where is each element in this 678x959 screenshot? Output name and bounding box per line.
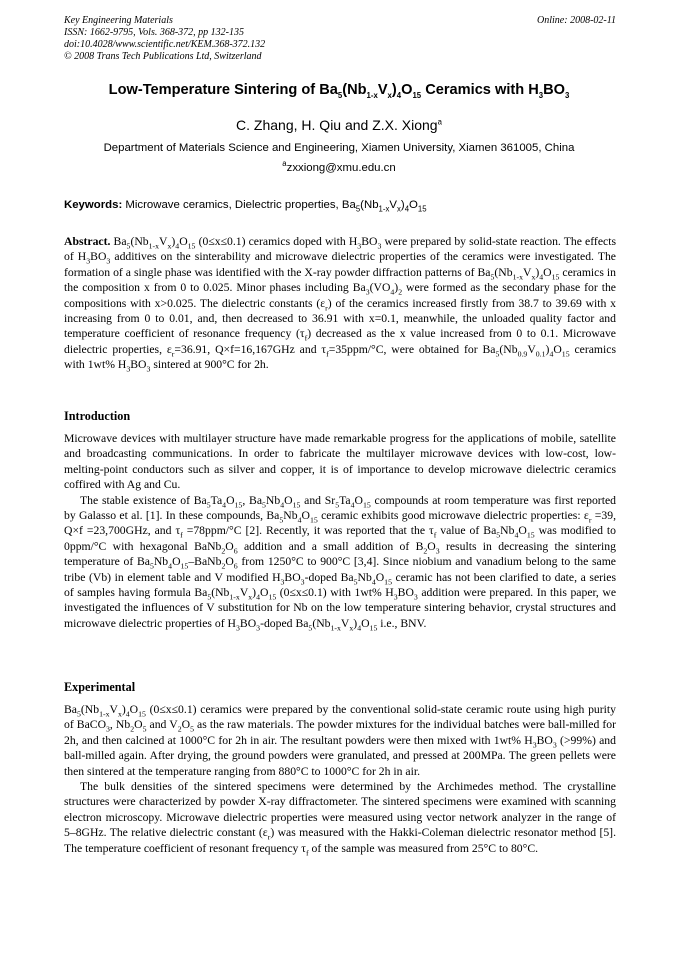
email-mark: a — [282, 159, 287, 169]
introduction-heading: Introduction — [64, 409, 131, 423]
keywords-label: Keywords: — [64, 199, 123, 211]
abstract-text: $Ba_5(Nb_{1-x}V_x)_4O_{15}$ (0≤x≤0.1) ceramics doped with $H_3BO_3$ were prepared by solid-state reaction. The effects of $H_3BO_3$ additives on the sinterability and microwave dielectric properties of the ceramics were investigated. The formation of a single phase was identified with the X-ray powder diffraction patterns of $Ba_5(Nb_{1-x}V_x)_4O_{15}$ ceramics in the composition x from 0 to 0.025. Minor phases including $Ba_3(VO_4)_2$ were formed as the secondary phase for the compositions with x>0.025. The dielectric constants $(\varepsilon_r)$ of the ceramics increased firstly from 38.7 to 39.69 with x increasing from 0 to 0.01, and, then decreased to 36.91 with x=0.1, meanwhile, the unloaded quality factor and temperature coefficient of resonance frequency $(\tau_f)$ decreased as the x value increased from 0 to 0.1. Microwave dielectric properties, $\varepsilon_r=36.91$, Q×f=16,167GHz and $\tau_f=35ppm/^\circ C$, were obtained for $Ba_5(Nb_{0.9}V_{0.1})_4O_{15}$ ceramics with 1wt% $H_3BO_3$ sintered at 900°C for 2h. — [64, 235, 616, 374]
keywords-line — [64, 197, 616, 213]
issn-line: ISSN: 1662-9795, Vols. 368-372, pp 132-135 — [64, 27, 244, 38]
journal-name: Key Engineering Materials — [64, 15, 173, 26]
authors — [40, 116, 638, 134]
copyright-line: © 2008 Trans Tech Publications Ltd, Switzerland — [64, 51, 262, 62]
email-address: zxxiong@xmu.edu.cn — [286, 162, 396, 174]
author-affiliation-mark: a — [437, 117, 442, 127]
introduction-paragraph-2: The stable existence of $Ba_5Ta_4O_{15}$, $Ba_5Nb_4O_{15}$ and $Sr_5Ta_4O_{15}$ compounds at room temperature was first reported by Galasso et al. [1]. In these compounds, $Ba_5Nb_4O_{15}$ ceramic exhibits good microwave dielectric properties: $\varepsilon_r =39$, Q×f =23,700GHz, and $\tau_f =78ppm/^\circ C$ [2]. Recently, it was reported that the $\tau_f$ value of $Ba_5Nb_4O_{15}$ was modified to 0ppm/°C with hexagonal $BaNb_2O_6$ addition and a small addition of $B_2O_3$ results in decreasing the sintering temperature of $Ba_5Nb_4O_{15}-BaNb_2O_6$ from 1250°C to 900°C [3,4]. Since niobium and vanadium belong to the same tribe (Vb) in element table and V modified $H_3BO_3$-doped $Ba_5Nb_4O_{15}$ ceramic has not been clarified to date, a series of samples having formula $Ba_5(Nb_{1-x}V_x)_4O_{15}$ (0≤x≤0.1) with 1wt% $H_3BO_3$ addition were prepared. In this paper, we investigated the influences of V substitution for Nb on the low temperature sintering behavior, crystal structures and microwave dielectric properties of $H_3BO_3$-doped $Ba_5(Nb_{1-x}V_x)_4O_{15}$ i.e., BNV. — [64, 493, 617, 633]
experimental-heading: Experimental — [64, 680, 136, 694]
experimental-paragraph-2: The bulk densities of the sintered specimens were determined by the Archimedes method. The crystalline structures were characterized by powder X-ray diffractometer. The sintered specimens were examined with scanning electron microscopy. Microwave dielectric properties were measured using vector network analyzer in the range of 5–8GHz. The relative dielectric constant $(\varepsilon_r)$ was measured with the Hakki-Coleman dielectric resonator method [5]. The temperature coefficient of resonant frequency $\tau_f$ of the sample was measured from 25°C to 80°C. — [64, 780, 616, 857]
email-line — [40, 160, 638, 176]
introduction-section — [64, 431, 616, 631]
doi-line: doi:10.4028/www.scientific.net/KEM.368-372.132 — [64, 39, 266, 50]
keywords-text: Microwave ceramics, Dielectric properties, $Ba_5(Nb_{1-x}V_x)_4O_{15}$ — [125, 199, 427, 214]
experimental-section — [64, 702, 616, 856]
abstract-label: Abstract. — [64, 235, 111, 248]
paper-title: Low-Temperature Sintering of $Ba_5(Nb_{1-x}V_x)_4O_{15}$ Ceramics with $H_3BO_3$ — [108, 82, 570, 100]
online-date: Online: 2008-02-11 — [537, 15, 616, 26]
experimental-paragraph-1: $Ba_5(Nb_{1-x}V_x)_4O_{15}$ (0≤x≤0.1) ceramics were prepared by the conventional solid-state ceramic route using high purity of BaCO$_3$, $Nb_2O_5$ and $V_2O_5$ as the raw materials. The powder mixtures for the individual batches were ball-milled for 2h, and then calcined at 1000°C for 2h in air. The resultant powders were then mixed with 1wt% $H_3BO_3$ (>99%) and ball-milled again. After drying, the ground powders were granulated, and pressed at 200MPa. The green pellets were then sintered at the temperature ranging from 880°C to 1000°C for 2h in air. — [64, 703, 616, 778]
introduction-paragraph-1: Microwave devices with multilayer structure have made remarkable progress for the applications of mobile, satellite and broadcasting communications. In order to fabricate the multilayer microwave devices with low-cost, low-melting-point conductors such as silver and copper, it is of importance to develop microwave dielectric ceramics coffired with Ag and Cu. — [64, 432, 616, 492]
affiliation: Department of Materials Science and Engineering, Xiamen University, Xiamen 361005, China — [103, 142, 575, 154]
journal-header — [64, 15, 616, 63]
author-names: C. Zhang, H. Qiu and Z.X. Xiong — [236, 117, 438, 133]
abstract — [64, 234, 616, 373]
